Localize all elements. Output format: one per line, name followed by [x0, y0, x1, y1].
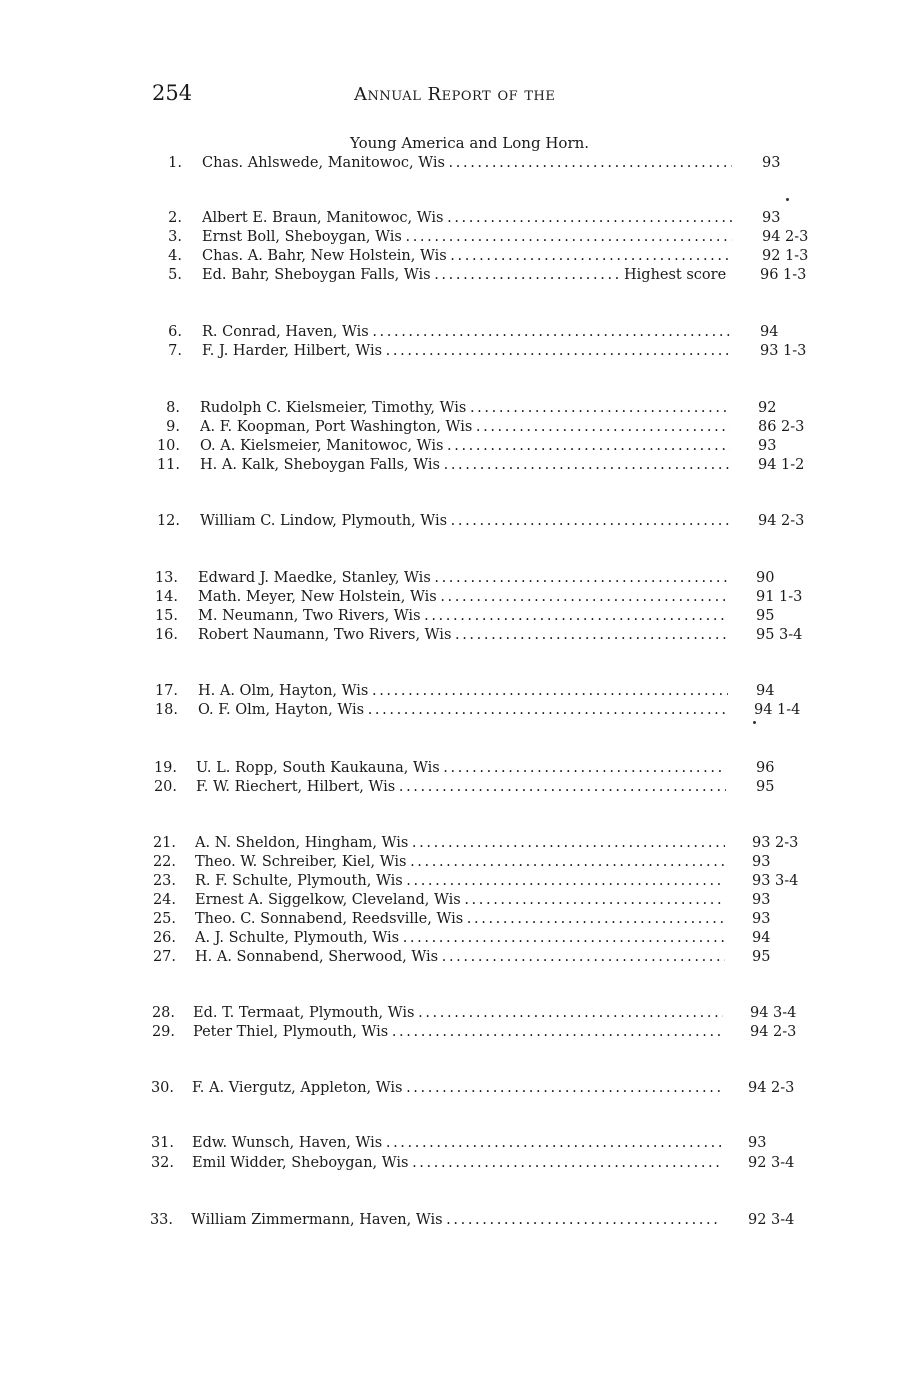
entry-name: Emil Widder, Sheboygan, Wis . . .: [192, 1155, 722, 1171]
entry-score: 95: [752, 949, 771, 965]
list-item: [0, 683, 900, 701]
entry-number: 24.: [152, 892, 176, 908]
entry-name: Ed. Bahr, Sheboygan Falls, Wis . . .: [202, 267, 622, 283]
entry-number: 28.: [151, 1005, 175, 1021]
entry-name: R. Conrad, Haven, Wis . . .: [202, 324, 732, 340]
entry-number: 12.: [156, 513, 180, 529]
list-item: [0, 457, 900, 475]
entry-number: 30.: [150, 1080, 174, 1096]
entry-score: 90: [756, 570, 775, 586]
entry-number: 31.: [150, 1135, 174, 1151]
entry-name: Chas. Ahlswede, Manitowoc, Wis . . .: [202, 155, 732, 171]
list-item: [0, 930, 900, 948]
entry-score: 95: [756, 779, 775, 795]
entry-number: 17.: [154, 683, 178, 699]
entry-score: 93: [762, 155, 781, 171]
entry-name: O. F. Olm, Hayton, Wis . . .: [198, 702, 728, 718]
list-item: [0, 419, 900, 437]
list-item: [0, 892, 900, 910]
list-item: [0, 248, 900, 266]
entry-score: 94 2-3: [762, 229, 809, 245]
entry-number: 6.: [168, 324, 182, 340]
entry-score: 95: [756, 608, 775, 624]
entry-name: Albert E. Braun, Manitowoc, Wis . . .: [202, 210, 732, 226]
list-item: [0, 513, 900, 531]
list-item: [0, 873, 900, 891]
list-item: [0, 1080, 900, 1098]
page-number: 254: [152, 81, 193, 105]
entry-score: 92: [758, 400, 777, 416]
entry-name: M. Neumann, Two Rivers, Wis . . .: [198, 608, 728, 624]
entry-name: O. A. Kielsmeier, Manitowoc, Wis . . .: [200, 438, 730, 454]
entry-name: Edw. Wunsch, Haven, Wis . . .: [192, 1135, 722, 1151]
entry-name: R. F. Schulte, Plymouth, Wis . . .: [195, 873, 725, 889]
list-item: [0, 324, 900, 342]
list-item: [0, 949, 900, 967]
entry-number: 13.: [154, 570, 178, 586]
entry-score: 94 2-3: [758, 513, 805, 529]
entry-score: 94: [756, 683, 775, 699]
entry-score: 93: [758, 438, 777, 454]
list-item: [0, 438, 900, 456]
entry-score: 94 2-3: [750, 1024, 797, 1040]
entry-score: 92 1-3: [762, 248, 809, 264]
entry-name: H. A. Olm, Hayton, Wis . . .: [198, 683, 728, 699]
entry-score: 94: [760, 324, 779, 340]
entry-number: 18.: [154, 702, 178, 718]
entry-name: Ernst Boll, Sheboygan, Wis . . .: [202, 229, 732, 245]
entry-number: 10.: [156, 438, 180, 454]
entry-name: Math. Meyer, New Holstein, Wis . . .: [198, 589, 728, 605]
entry-number: 29.: [151, 1024, 175, 1040]
entry-number: 25.: [152, 911, 176, 927]
entry-score: 96 1-3: [760, 267, 807, 283]
list-item: [0, 835, 900, 853]
entry-score: 93: [748, 1135, 767, 1151]
entry-score: 86 2-3: [758, 419, 805, 435]
entry-name: William C. Lindow, Plymouth, Wis . . .: [200, 513, 730, 529]
entry-number: 14.: [154, 589, 178, 605]
entry-name: Theo. W. Schreiber, Kiel, Wis . . .: [195, 854, 725, 870]
entry-number: 22.: [152, 854, 176, 870]
entry-note: Highest score: [624, 267, 727, 283]
list-item: [0, 1024, 900, 1042]
entry-name: Robert Naumann, Two Rivers, Wis . . .: [198, 627, 728, 643]
entry-name: F. A. Viergutz, Appleton, Wis . . .: [192, 1080, 722, 1096]
entry-score: 94: [752, 930, 771, 946]
entry-number: 2.: [168, 210, 182, 226]
entry-score: 93 2-3: [752, 835, 799, 851]
entry-number: 5.: [168, 267, 182, 283]
print-speck: [753, 721, 756, 724]
list-item: [0, 343, 900, 361]
entry-number: 27.: [152, 949, 176, 965]
entry-score: 93: [752, 911, 771, 927]
entry-score: 93: [752, 892, 771, 908]
list-item: [0, 400, 900, 418]
entry-name: Peter Thiel, Plymouth, Wis . . .: [193, 1024, 723, 1040]
list-item: [0, 267, 900, 285]
entry-name: H. A. Sonnabend, Sherwood, Wis . . .: [195, 949, 725, 965]
entry-name: H. A. Kalk, Sheboygan Falls, Wis . . .: [200, 457, 730, 473]
entry-number: 33.: [149, 1212, 173, 1228]
entry-name: A. J. Schulte, Plymouth, Wis . . .: [195, 930, 725, 946]
entry-number: 20.: [153, 779, 177, 795]
entry-name: Ernest A. Siggelkow, Cleveland, Wis . . .: [195, 892, 725, 908]
entry-number: 19.: [153, 760, 177, 776]
entry-name: Rudolph C. Kielsmeier, Timothy, Wis . . .: [200, 400, 730, 416]
running-head: Annual Report of the: [354, 84, 556, 105]
list-item: [0, 854, 900, 872]
list-item: [0, 570, 900, 588]
entry-name: Ed. T. Termaat, Plymouth, Wis . . .: [193, 1005, 723, 1021]
list-item: [0, 627, 900, 645]
entry-score: 93: [752, 854, 771, 870]
entry-score: 93 1-3: [760, 343, 807, 359]
entry-score: 94 1-2: [758, 457, 805, 473]
list-item: [0, 1212, 900, 1230]
entry-number: 7.: [168, 343, 182, 359]
list-item: [0, 779, 900, 797]
entry-number: 9.: [166, 419, 180, 435]
entry-name: U. L. Ropp, South Kaukauna, Wis . . .: [196, 760, 726, 776]
entry-number: 8.: [166, 400, 180, 416]
list-item: [0, 1135, 900, 1153]
entry-score: 91 1-3: [756, 589, 803, 605]
entry-name: A. N. Sheldon, Hingham, Wis . . .: [195, 835, 725, 851]
list-item: [0, 608, 900, 626]
list-item: [0, 1005, 900, 1023]
list-item: [0, 155, 900, 173]
list-item: [0, 760, 900, 778]
entry-name: William Zimmermann, Haven, Wis . . .: [191, 1212, 721, 1228]
entry-name: A. F. Koopman, Port Washington, Wis . . .: [200, 419, 730, 435]
entry-score: 96: [756, 760, 775, 776]
entry-score: 94 2-3: [748, 1080, 795, 1096]
entry-number: 23.: [152, 873, 176, 889]
list-item: [0, 911, 900, 929]
entry-number: 16.: [154, 627, 178, 643]
section-title: Young America and Long Horn.: [350, 134, 590, 152]
print-speck: [786, 198, 789, 201]
entry-name: Chas. A. Bahr, New Holstein, Wis . . .: [202, 248, 732, 264]
list-item: [0, 1155, 900, 1173]
entry-score: 93: [762, 210, 781, 226]
entry-name: Theo. C. Sonnabend, Reedsville, Wis . . .: [195, 911, 725, 927]
entry-number: 21.: [152, 835, 176, 851]
entry-name: F. W. Riechert, Hilbert, Wis . . .: [196, 779, 726, 795]
list-item: [0, 229, 900, 247]
entry-score: 93 3-4: [752, 873, 799, 889]
entry-number: 15.: [154, 608, 178, 624]
entry-score: 94 1-4: [754, 702, 801, 718]
entry-score: 95 3-4: [756, 627, 803, 643]
entry-name: Edward J. Maedke, Stanley, Wis . . .: [198, 570, 728, 586]
list-item: [0, 589, 900, 607]
entry-number: 3.: [168, 229, 182, 245]
entry-number: 26.: [152, 930, 176, 946]
entry-score: 92 3-4: [748, 1212, 795, 1228]
entry-number: 1.: [168, 155, 182, 171]
entry-score: 92 3-4: [748, 1155, 795, 1171]
entry-name: F. J. Harder, Hilbert, Wis . . .: [202, 343, 732, 359]
list-item: [0, 702, 900, 720]
entry-score: 94 3-4: [750, 1005, 797, 1021]
entry-number: 11.: [156, 457, 180, 473]
entry-number: 32.: [150, 1155, 174, 1171]
list-item: [0, 210, 900, 228]
entry-number: 4.: [168, 248, 182, 264]
